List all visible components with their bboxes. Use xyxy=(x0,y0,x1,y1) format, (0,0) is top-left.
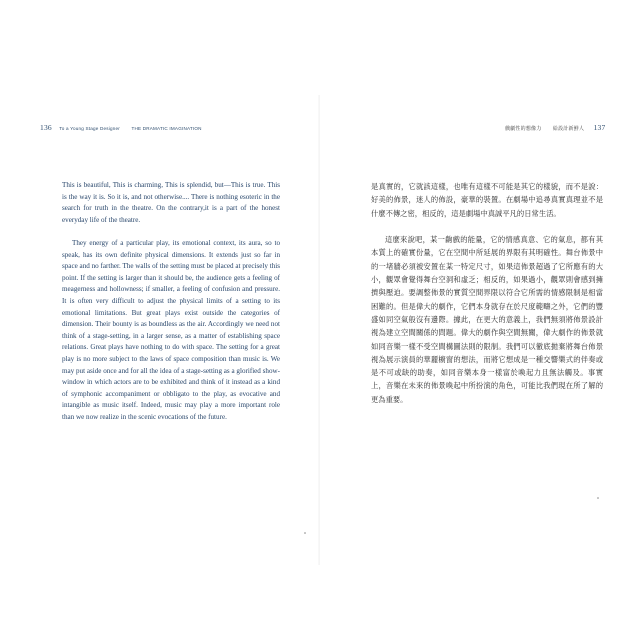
right-folio: 137 xyxy=(593,123,606,132)
right-header-right: 給設計新鮮人 xyxy=(552,126,585,132)
english-paragraph-1: This is beautiful, This is charming, This is splendid, but—This is true. This is the way it is. So it is, and not otherwise.... There is nothing esoteric in the search for truth in the theatre. On the contrary,it is a part of the honest everyday life of the theatre. xyxy=(62,181,280,224)
book-title: To a Young Stage Designer xyxy=(59,126,120,131)
right-header-left: 戲劇性的想像力 xyxy=(505,126,542,132)
english-text xyxy=(62,180,280,423)
left-folio: 136 xyxy=(40,123,52,132)
chapter-title: THE DRAMATIC IMAGINATION xyxy=(131,126,202,131)
print-mark xyxy=(597,497,599,499)
right-page xyxy=(320,0,640,640)
chinese-text xyxy=(371,180,603,406)
print-mark xyxy=(304,532,306,534)
english-paragraph-2: They energy of a particular play, its emotional context, its aura, so to speak, has its own definite physical dimensions. It extends just so far in space and no farther. The walls of the setting must be placed at precisely this point. If the setting is larger than it should be, the audience gets a feeling of meagerness and hollowness; if smaller, a feeling of confusion and pressure. It is often very difficult to adjust the physical limits of a setting to its emotional limitations. But great plays exist outside the categories of dimension. Their bounty is as boundless as the air. Accordingly we need not think of a stage-setting, in a larger sense, as a matter of establishing space relations. Great plays have nothing to do with space. The setting for a great play is no more subject to the laws of space composition than music is. We may put aside once and for all the idea of a stage-setting as a glorified show-window in which actors are to be exhibited and think of it instead as a kind of symphonic accompaniment or obbligato to the play, as evocative and intangible as music itself. Indeed, music may play a more important role than we now realize in the scenic evocations of the future. xyxy=(62,238,280,421)
left-running-head xyxy=(40,123,202,132)
chinese-paragraph-2: 這麼來說吧，某一齣戲的能量，它的情感真意、它的氣息，都有其本質上的確實份量，它在空間中所延展的界限有其明確性。舞台佈景中的一堵牆必須被安置在某一特定尺寸，如果這佈景超過了它所應有的大小，觀眾會覺得舞台空洞和虛乏；相反的，如果過小，觀眾則會感到擁擠與壓迫。要調整佈景的實質空間界限以符合它所需的情感限制是相當困難的。但是偉大的劇作，它們本身就存在於尺度範疇之外，它們的豐盛如同空氣般沒有邊際。據此，在更大的意義上，我們無須將佈景設計視為建立空間關係的問題。偉大的劇作與空間無關，偉大劇作的佈景就如同音樂一樣不受空間構圖法則的限制。我們可以徹底拋棄將舞台佈景視為展示演員的華麗櫥窗的想法，而將它想成是一種交響樂式的伴奏或是不可或缺的助奏，如同音樂本身一樣富於喚起力且無法觸及。事實上，音樂在未來的佈景喚起中所扮演的角色，可能比我們現在所了解的更為重要。 xyxy=(371,235,603,404)
chinese-paragraph-1: 是真實的，它就該這樣，也唯有這樣不可能是其它的樣貌，而不是說：好美的佈景，迷人的佈設，豪華的裝置。在劇場中追尋真實真理並不是什麼不傳之密，相反的，這是劇場中真誠平凡的日常生活。 xyxy=(371,182,603,218)
right-running-head xyxy=(505,123,605,132)
